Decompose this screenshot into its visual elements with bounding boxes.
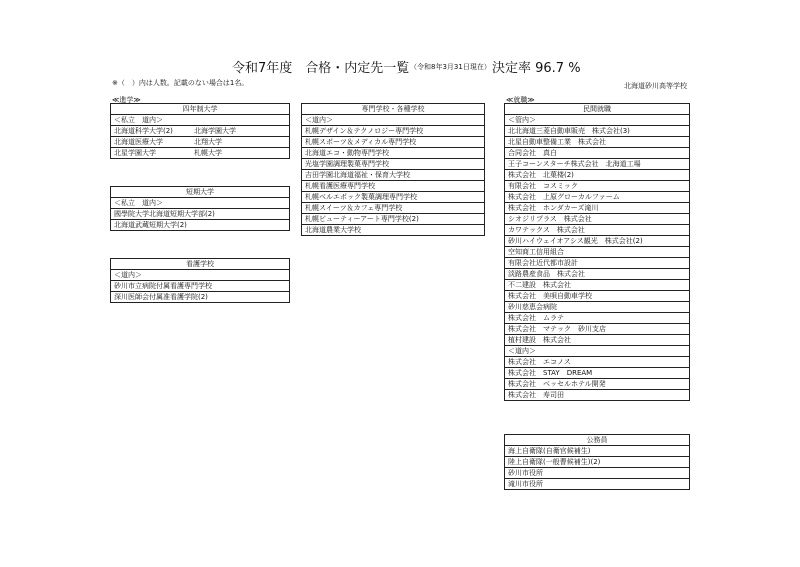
private-employment-table [504, 103, 690, 401]
list-item: 札幌スイーツ＆カフェ専門学校 [302, 203, 485, 214]
table-subheading: ＜道内＞ [302, 115, 485, 126]
table-header: 民間就職 [505, 104, 690, 115]
list-item: 滝川市役所 [505, 479, 690, 490]
list-item: 海上自衛隊(自衛官候補生) [505, 446, 690, 457]
table-row [111, 148, 290, 159]
nursing-school-table [110, 258, 290, 303]
school-name: 北海道砂川高等学校 [624, 82, 687, 90]
list-item: 北海道エコ・動物専門学校 [302, 148, 485, 159]
table-subheading: ＜私立 道内＞ [111, 115, 290, 126]
list-item: 空知商工信用組合 [505, 247, 690, 258]
list-item: 株式会社 ホンダカーズ滝川 [505, 203, 690, 214]
page-title: 令和7年度 合格・内定先一覧 [232, 61, 410, 76]
list-item: 植村建設 株式会社 [505, 335, 690, 346]
list-item: 不二建設 株式会社 [505, 280, 690, 291]
list-item: 合同会社 真白 [505, 148, 690, 159]
list-item: 砂川市役所 [505, 468, 690, 479]
list-item: 株式会社 ベッセルホテル開発 [505, 379, 690, 390]
list-item: 札幌ベルエポック製菓調理専門学校 [302, 192, 485, 203]
list-item: 株式会社 エコノス [505, 357, 690, 368]
table-cell: 札幌大学 [191, 148, 290, 159]
list-item: 砂川ハイウェイオアシス観光 株式会社(2) [505, 236, 690, 247]
university-table [110, 103, 290, 159]
employment-label: ≪就職≫ [506, 96, 535, 104]
vocational-school-table [301, 103, 485, 236]
list-item: 深川医師会付属准看護学院(2) [111, 292, 290, 303]
list-item: 光塩学園調理製菓専門学校 [302, 159, 485, 170]
list-item: 國學院大学北海道短期大学部(2) [111, 209, 290, 220]
table-header: 公務員 [505, 435, 690, 446]
list-item: 砂川市立病院付属看護専門学校 [111, 281, 290, 292]
table-header: 専門学校・各種学校 [302, 104, 485, 115]
list-item: 札幌ビューティーアート専門学校(2) [302, 214, 485, 225]
as-of-date: （令和8年3月31日現在） [410, 63, 491, 71]
list-item: 砂川慈恵会病院 [505, 302, 690, 313]
table-header: 看護学校 [111, 259, 290, 270]
list-item: 北北海道三菱自動車販売 株式会社(3) [505, 126, 690, 137]
table-cell: 北星学園大学 [111, 148, 192, 159]
advancement-label: ≪進学≫ [112, 96, 141, 104]
table-cell: 北海学園大学 [191, 126, 290, 137]
footnote: ※（ ）内は人数。記載のない場合は1名。 [112, 79, 249, 87]
decision-rate: 決定率 96.7 % [492, 61, 581, 76]
list-item: 陸上自衛隊(一般曹候補生)(2) [505, 457, 690, 468]
junior-college-table [110, 186, 290, 231]
list-item: 有限会社近代都市設計 [505, 258, 690, 269]
list-item: 北海道武蔵短期大学(2) [111, 220, 290, 231]
list-item: 株式会社 マテック 砂川支店 [505, 324, 690, 335]
table-header: 四年制大学 [111, 104, 290, 115]
list-item: 札幌スポーツ＆メディカル専門学校 [302, 137, 485, 148]
table-subheading: ＜私立 道内＞ [111, 198, 290, 209]
list-item: 王子コーンスターチ株式会社 北海道工場 [505, 159, 690, 170]
public-service-table [504, 434, 690, 490]
list-item: 株式会社 寿司田 [505, 390, 690, 401]
table-cell: 北翔大学 [191, 137, 290, 148]
list-item: 株式会社 北菓楼(2) [505, 170, 690, 181]
table-row [111, 137, 290, 148]
list-item: 北星自動車整備工業 株式会社 [505, 137, 690, 148]
list-item: 株式会社 ムラテ [505, 313, 690, 324]
list-item: カワテックス 株式会社 [505, 225, 690, 236]
list-item: シオジリプラス 株式会社 [505, 214, 690, 225]
table-subheading: ＜道内＞ [111, 270, 290, 281]
list-item: 株式会社 STAY DREAM [505, 368, 690, 379]
list-item: 吉田学園北海道福祉・保育大学校 [302, 170, 485, 181]
list-item: ＜道内＞ [505, 346, 690, 357]
list-item: 札幌看護医療専門学校 [302, 181, 485, 192]
table-cell: 北海道科学大学(2) [111, 126, 192, 137]
table-cell: 北海道医療大学 [111, 137, 192, 148]
list-item: 株式会社 美唄自動車学校 [505, 291, 690, 302]
list-item: 札幌デザイン＆テクノロジー専門学校 [302, 126, 485, 137]
table-header: 短期大学 [111, 187, 290, 198]
list-item: 淡路農産食品 株式会社 [505, 269, 690, 280]
list-item: 有限会社 コスミック [505, 181, 690, 192]
list-item: ＜管内＞ [505, 115, 690, 126]
list-item: 北海道農業大学校 [302, 225, 485, 236]
list-item: 株式会社 上原グローカルファーム [505, 192, 690, 203]
table-row [111, 126, 290, 137]
